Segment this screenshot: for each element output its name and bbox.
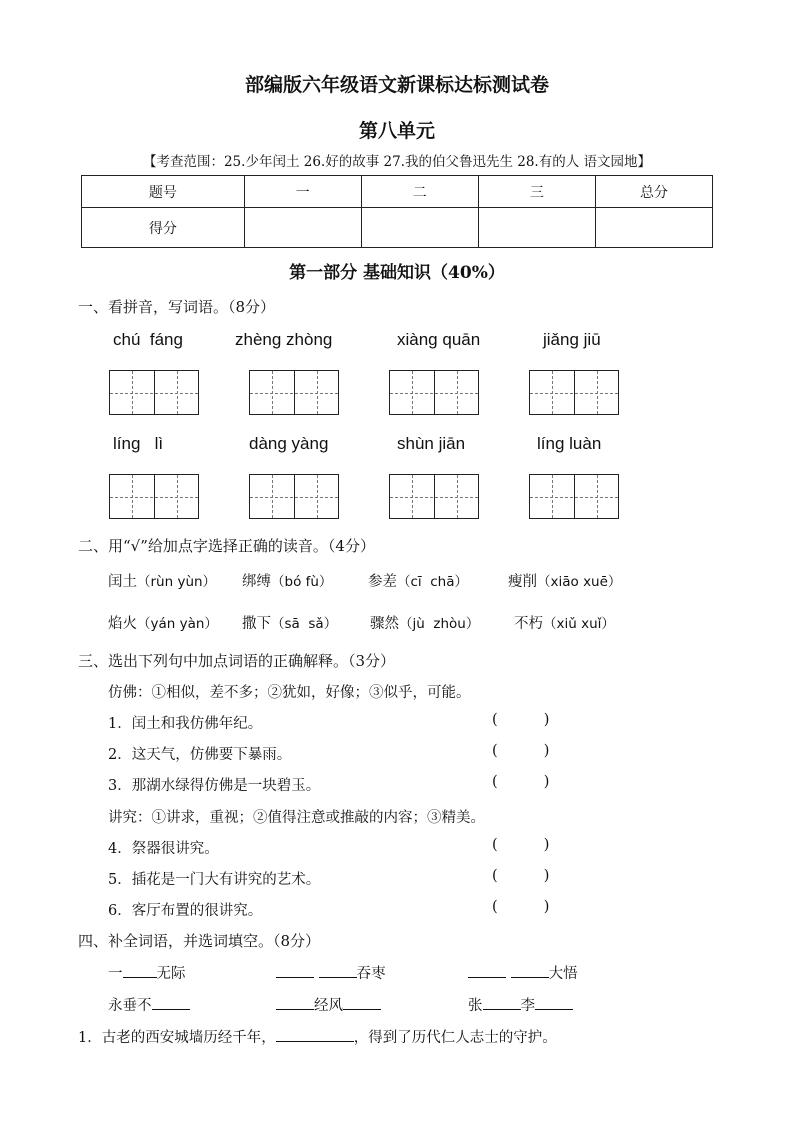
q2-heading: 二、用“√”给加点字选择正确的读音。（4分） [78, 537, 375, 555]
sentence-part: 1．古老的西安城墙历经千年， [78, 1030, 276, 1046]
score-cell[interactable] [478, 208, 595, 248]
answer-paren[interactable]: ( ) [492, 743, 550, 759]
pron-item[interactable] [242, 612, 337, 633]
writing-grid[interactable] [389, 370, 479, 415]
idiom-part: 无际 [156, 966, 186, 982]
sentence-part: ，得到了历代仁人志士的守护。 [353, 1030, 557, 1046]
exam-scope: 【考查范围：25.少年闰土 26.好的故事 27.我的伯父鲁迅先生 28.有的人 语文园地】 [142, 154, 652, 170]
pron-options: （xiāo xuē） [537, 574, 622, 590]
answer-paren[interactable]: ( ) [492, 837, 550, 853]
idiom-part: 经风 [314, 998, 343, 1014]
score-cell[interactable] [244, 208, 361, 248]
q1-heading: 一、看拼音，写词语。（8分） [78, 298, 276, 316]
pron-item[interactable] [108, 570, 216, 591]
part1-title: 第一部分 基础知识（40%） [289, 263, 505, 283]
pron-options: （bó fù） [271, 574, 333, 590]
pron-options: （rùn yùn） [137, 574, 217, 590]
score-row-label: 得分 [82, 208, 245, 248]
pinyin-8: líng luàn [537, 434, 602, 453]
pron-word: 参差 [368, 574, 397, 590]
pinyin-6: dàng yàng [249, 434, 329, 453]
q3-sentence: 5．插花是一门大有讲究的艺术。 [108, 872, 321, 888]
answer-paren[interactable]: ( ) [492, 868, 550, 884]
score-cell[interactable] [361, 208, 478, 248]
pron-word: 瘦削 [508, 574, 537, 590]
fill-blank[interactable] [535, 995, 573, 1010]
q3-sentence: 1．闰土和我仿佛年纪。 [108, 716, 263, 732]
answer-paren[interactable]: ( ) [492, 899, 550, 915]
fill-blank[interactable] [468, 963, 506, 978]
pron-options: （xiǔ xuǐ） [543, 616, 615, 632]
fill-sentence-1 [78, 1026, 557, 1047]
writing-grid[interactable] [249, 370, 339, 415]
fill-blank[interactable] [343, 995, 381, 1010]
fill-blank[interactable] [511, 963, 549, 978]
fill-blank[interactable] [319, 963, 357, 978]
pron-word: 撒下 [242, 616, 271, 632]
pron-word: 焰火 [108, 616, 137, 632]
q3-sentence: 2．这天气，仿佛要下暴雨。 [108, 747, 292, 763]
idiom-5 [276, 994, 381, 1015]
score-table-header: 二 [361, 176, 478, 208]
idiom-3 [468, 962, 578, 983]
writing-grid[interactable] [109, 474, 199, 519]
pron-word: 闰土 [108, 574, 137, 590]
pron-item[interactable] [514, 612, 615, 633]
fill-blank[interactable] [152, 995, 190, 1010]
pron-item[interactable] [368, 570, 468, 591]
score-cell[interactable] [595, 208, 712, 248]
idiom-4 [108, 994, 190, 1015]
exam-title: 部编版六年级语文新课标达标测试卷 [244, 74, 549, 96]
score-table-header: 题号 [82, 176, 245, 208]
pron-item[interactable] [108, 612, 218, 633]
answer-paren[interactable]: ( ) [492, 774, 550, 790]
idiom-1 [108, 962, 186, 983]
pinyin-1: chú fáng [113, 330, 183, 349]
q3-heading: 三、选出下列句中加点词语的正确解释。（3分） [78, 652, 396, 670]
writing-grid[interactable] [109, 370, 199, 415]
pinyin-7: shùn jiān [397, 434, 466, 453]
idiom-part: 大悟 [548, 966, 578, 982]
idiom-part: 永垂不 [108, 998, 152, 1014]
definition-jiangjiu: 讲究：①讲求，重视；②值得注意或推敲的内容；③精美。 [108, 810, 485, 826]
q3-sentence: 3．那湖水绿得仿佛是一块碧玉。 [108, 778, 321, 794]
idiom-part: 一 [108, 966, 123, 982]
writing-grid[interactable] [529, 474, 619, 519]
fill-blank[interactable] [276, 963, 314, 978]
idiom-part: 张 [468, 998, 483, 1014]
pron-item[interactable] [508, 570, 621, 591]
pron-word: 骤然 [370, 616, 399, 632]
score-table [81, 175, 713, 248]
pron-item[interactable] [370, 612, 479, 633]
pron-options: （yán yàn） [137, 616, 218, 632]
fill-blank[interactable] [123, 963, 157, 978]
writing-grid[interactable] [529, 370, 619, 415]
pron-item[interactable] [242, 570, 332, 591]
score-table-header: 总分 [595, 176, 712, 208]
pinyin-2: zhèng zhòng [235, 330, 333, 349]
fill-blank[interactable] [276, 1027, 354, 1042]
definition-fangfu: 仿佛：①相似，差不多；②犹如，好像；③似乎，可能。 [108, 685, 471, 701]
writing-grid[interactable] [389, 474, 479, 519]
pinyin-4: jiǎng jiū [543, 330, 601, 349]
q3-sentence: 6．客厅布置的很讲究。 [108, 903, 263, 919]
idiom-part: 吞枣 [356, 966, 386, 982]
pron-options: （jù zhòu） [399, 616, 480, 632]
pinyin-5: líng lì [113, 434, 164, 453]
score-table-header: 一 [244, 176, 361, 208]
fill-blank[interactable] [483, 995, 521, 1010]
idiom-2 [276, 962, 386, 983]
score-table-header: 三 [478, 176, 595, 208]
q4-heading: 四、补全词语，并选词填空。（8分） [78, 932, 321, 950]
fill-blank[interactable] [276, 995, 314, 1010]
pinyin-3: xiàng quān [397, 330, 481, 349]
pron-options: （cī chā） [397, 574, 469, 590]
pron-word: 不朽 [514, 616, 543, 632]
idiom-6 [468, 994, 573, 1015]
answer-paren[interactable]: ( ) [492, 712, 550, 728]
unit-title: 第八单元 [358, 120, 435, 142]
writing-grid[interactable] [249, 474, 339, 519]
idiom-part: 李 [520, 998, 535, 1014]
q3-sentence: 4．祭器很讲究。 [108, 841, 219, 857]
pron-options: （sā sǎ） [271, 616, 338, 632]
pron-word: 绑缚 [242, 574, 271, 590]
